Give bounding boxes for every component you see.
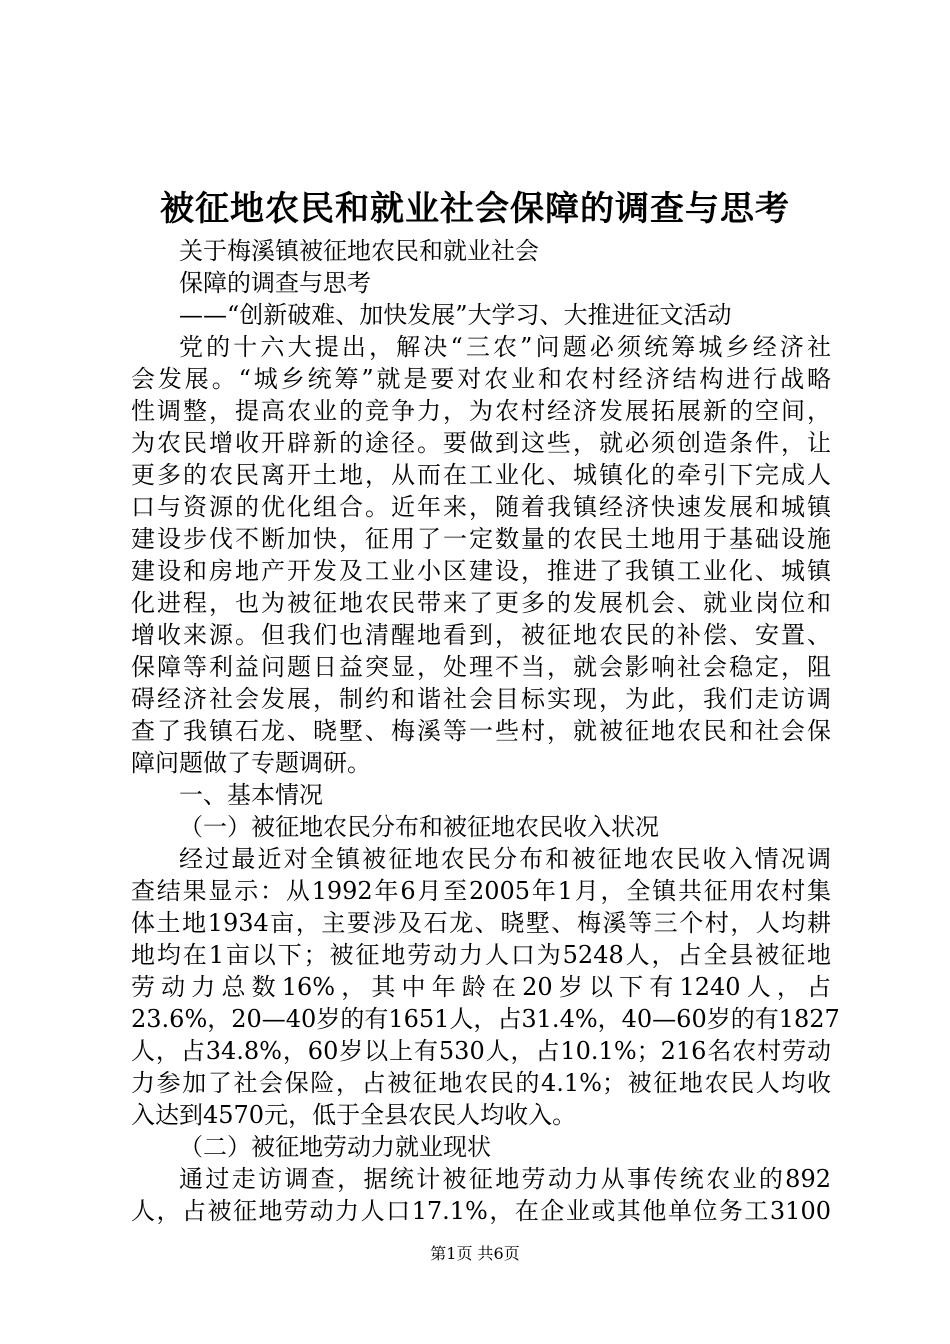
paragraph-line: 障问题做了专题调研。 bbox=[131, 749, 371, 777]
paragraph-line: 入达到4570元，低于全县农民人均收入。 bbox=[131, 1101, 577, 1129]
paragraph-line: 经过最近对全镇被征地农民分布和被征地农民收入情况调 bbox=[179, 845, 831, 873]
paragraph-line: 23.6%，20—40岁的有1651人，占31.4%，40—60岁的有1827 bbox=[131, 1005, 840, 1033]
subsection-heading: （一）被征地农民分布和被征地农民收入状况 bbox=[179, 813, 659, 841]
paragraph-line: 建设和房地产开发及工业小区建设，推进了我镇工业化、城镇 bbox=[131, 557, 831, 585]
paragraph-line: 保障等利益问题日益突显，处理不当，就会影响社会稳定，阻 bbox=[131, 653, 831, 681]
paragraph-line: 人，占被征地劳动力人口17.1%，在企业或其他单位务工3100 bbox=[131, 1197, 831, 1225]
paragraph-line: 为农民增收开辟新的途径。要做到这些，就必须创造条件，让 bbox=[131, 429, 831, 457]
paragraph-line: 查了我镇石龙、晓墅、梅溪等一些村，就被征地农民和社会保 bbox=[131, 717, 831, 745]
paragraph-line: 体土地1934亩，主要涉及石龙、晓墅、梅溪等三个村，人均耕 bbox=[131, 909, 831, 937]
subsection-heading: （二）被征地劳动力就业现状 bbox=[179, 1133, 491, 1161]
paragraph-line: 增收来源。但我们也清醒地看到，被征地农民的补偿、安置、 bbox=[131, 621, 831, 649]
paragraph-line: 更多的农民离开土地，从而在工业化、城镇化的牵引下完成人 bbox=[131, 461, 831, 489]
section-heading: 一、基本情况 bbox=[179, 781, 323, 809]
subtitle-line: ——“创新破难、加快发展”大学习、大推进征文活动 bbox=[179, 301, 732, 329]
paragraph-line: 建设步伐不断加快，征用了一定数量的农民土地用于基础设施 bbox=[131, 525, 831, 553]
paragraph-line: 查结果显示：从1992年6月至2005年1月，全镇共征用农村集 bbox=[131, 877, 831, 905]
paragraph-line: 性调整，提高农业的竞争力，为农村经济发展拓展新的空间， bbox=[131, 397, 831, 425]
subtitle-line: 关于梅溪镇被征地农民和就业社会 bbox=[179, 237, 539, 265]
paragraph-line: 地均在1亩以下；被征地劳动力人口为5248人，占全县被征地 bbox=[131, 941, 831, 969]
paragraph-line: 党的十六大提出，解决“三农”问题必须统筹城乡经济社 bbox=[179, 333, 831, 361]
page-footer: 第1页 共6页 bbox=[430, 1244, 520, 1263]
subtitle-line: 保障的调查与思考 bbox=[179, 269, 371, 297]
paragraph-line: 人，占34.8%，60岁以上有530人，占10.1%；216名农村劳动 bbox=[131, 1037, 831, 1065]
paragraph-line: 口与资源的优化组合。近年来，随着我镇经济快速发展和城镇 bbox=[131, 493, 831, 521]
paragraph-line: 碍经济社会发展，制约和谐社会目标实现，为此，我们走访调 bbox=[131, 685, 831, 713]
paragraph-line: 通过走访调查，据统计被征地劳动力从事传统农业的892 bbox=[179, 1165, 831, 1193]
document-body bbox=[131, 235, 840, 1227]
paragraph-line: 力参加了社会保险，占被征地农民的4.1%；被征地农民人均收 bbox=[131, 1069, 831, 1097]
paragraph-line: 会发展。“城乡统筹”就是要对农业和农村经济结构进行战略 bbox=[131, 365, 831, 393]
document-title: 被征地农民和就业社会保障的调查与思考 bbox=[160, 189, 790, 229]
paragraph-line: 劳动力总数16%，其中年龄在20岁以下有1240人，占 bbox=[131, 973, 831, 1001]
paragraph-line: 化进程，也为被征地农民带来了更多的发展机会、就业岗位和 bbox=[131, 589, 831, 617]
